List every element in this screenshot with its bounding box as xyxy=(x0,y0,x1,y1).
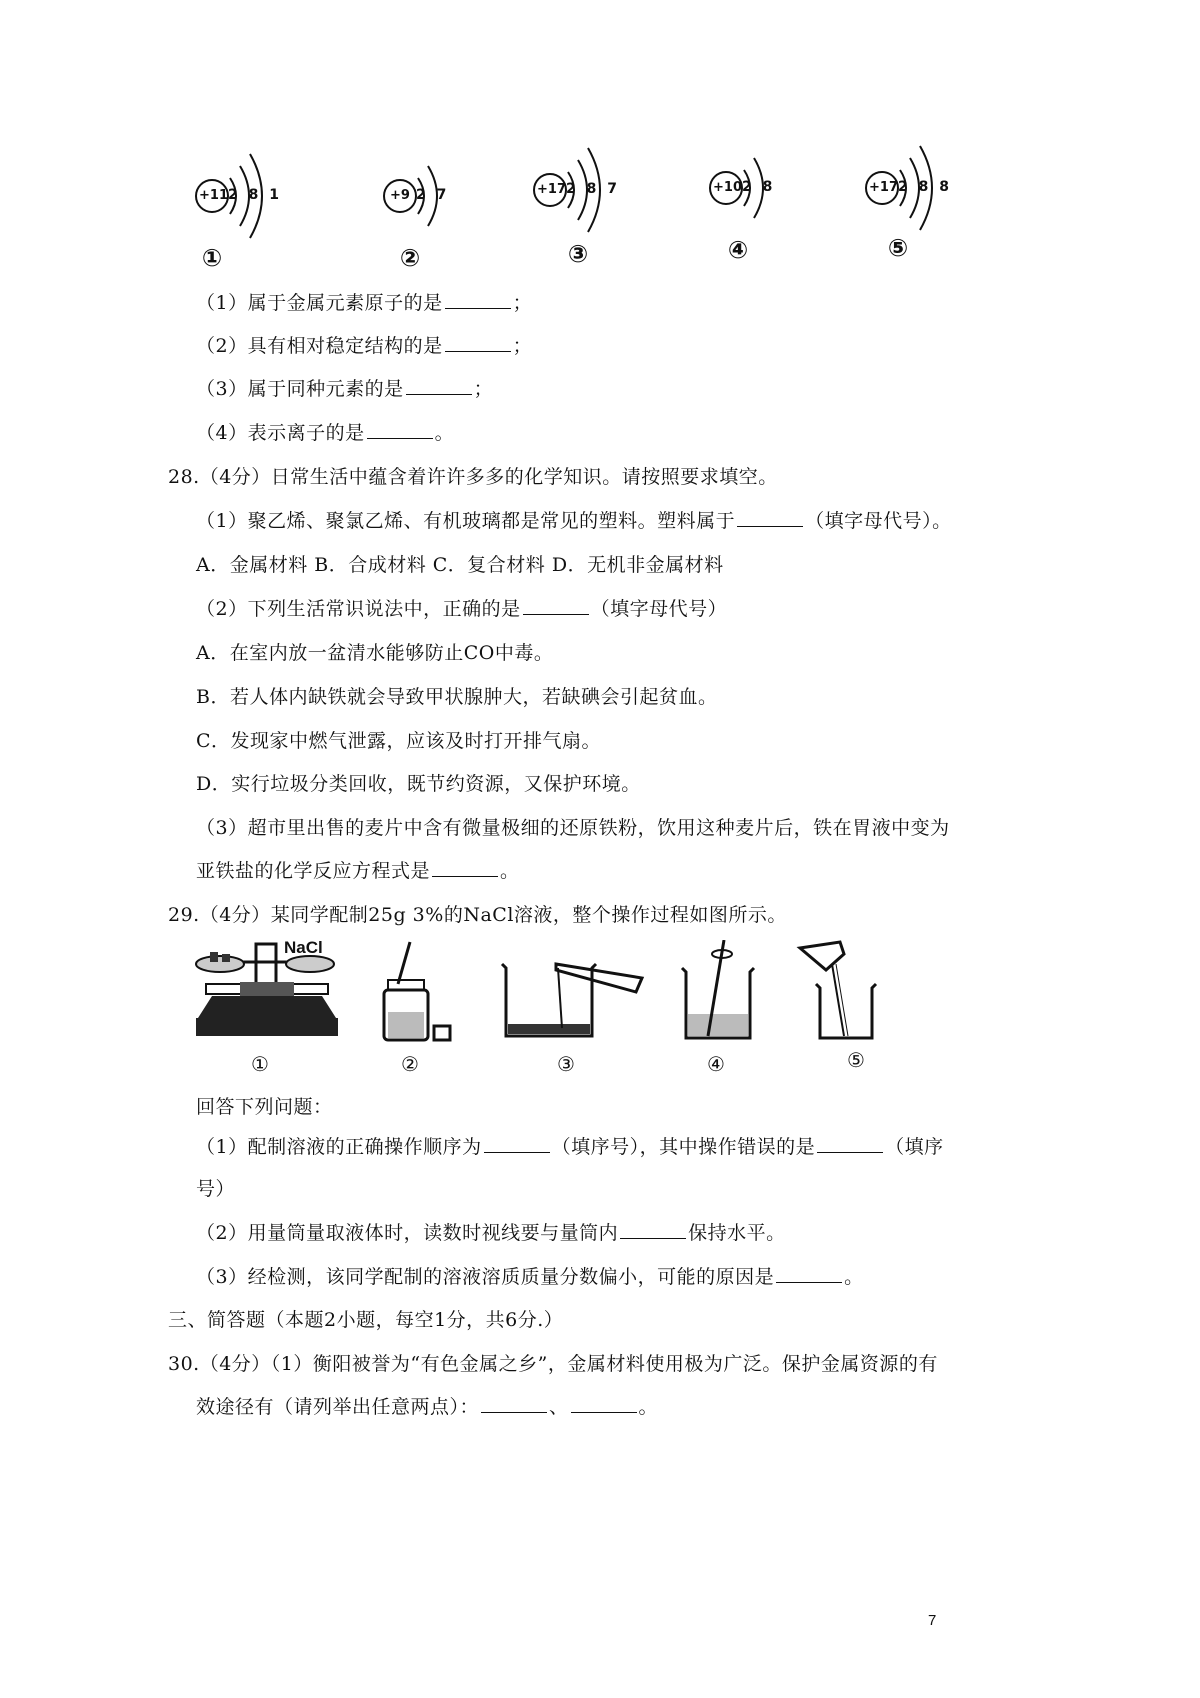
q27-sub1: （1）属于金属元素原子的是 ； xyxy=(196,292,533,314)
q28-option-d: D．实行垃圾分类回收，既节约资源，又保护环境。 xyxy=(196,773,641,795)
beaker-transfer-icon xyxy=(796,940,886,1045)
q29-sub1-wrap: 号） xyxy=(196,1178,236,1200)
answer-blank xyxy=(406,376,472,395)
q28-sub2: （2）下列生活常识说法中，正确的是 （填字母代号） xyxy=(196,598,728,620)
q28-option-c: C．发现家中燃气泄露，应该及时打开排气扇。 xyxy=(196,730,602,752)
answer-blank xyxy=(571,1394,637,1413)
step-label: ② xyxy=(401,1052,419,1076)
step-label: ③ xyxy=(557,1052,575,1076)
atom-nucleus: +17 xyxy=(869,180,898,195)
step-4-stirring xyxy=(680,940,760,1076)
atom-shell-electrons: 2 8 xyxy=(742,179,776,195)
step-label: ① xyxy=(251,1052,269,1076)
q29-title: 29.（4分）某同学配制25g 3%的NaCl溶液，整个操作过程如图所示。 xyxy=(168,904,787,926)
atom-label: ① xyxy=(201,244,223,272)
atom-diagram-1 xyxy=(190,140,320,280)
step-5-transfer xyxy=(796,940,886,1072)
page-number: 7 xyxy=(928,1612,937,1629)
reagent-bottle-icon xyxy=(376,940,456,1045)
q28-option-b: B．若人体内缺铁就会导致甲状腺肿大，若缺碘会引起贫血。 xyxy=(196,686,718,708)
atom-label: ② xyxy=(399,244,421,272)
step-3-pouring xyxy=(496,940,646,1076)
answer-blank xyxy=(481,1394,547,1413)
answer-blank xyxy=(445,333,511,352)
answer-blank xyxy=(367,420,433,439)
q27-sub2: （2）具有相对稳定结构的是 ； xyxy=(196,335,533,357)
q28-sub3-line2: 亚铁盐的化学反应方程式是 。 xyxy=(196,860,520,882)
q29-sub2: （2）用量筒量取液体时，读数时视线要与量筒内 保持水平。 xyxy=(196,1222,786,1244)
q28-sub1-options: A．金属材料 B．合成材料 C．复合材料 D．无机非金属材料 xyxy=(196,554,724,576)
beaker-stirring-icon xyxy=(680,940,760,1045)
section-3-heading: 三、简答题（本题2小题，每空1分，共6分.） xyxy=(168,1309,564,1331)
atom-nucleus: +11 xyxy=(199,188,228,203)
q28-option-a: A．在室内放一盆清水能够防止CO中毒。 xyxy=(196,642,554,664)
beaker-pouring-icon xyxy=(496,940,646,1045)
step-label: ④ xyxy=(707,1052,725,1076)
q27-sub3: （3）属于同种元素的是 ； xyxy=(196,378,494,400)
atom-shell-electrons: 2 8 8 xyxy=(898,179,952,195)
q30-line2: 效途径有（请列举出任意两点）： 、 。 xyxy=(196,1396,659,1418)
q30-line1: 30.（4分）（1）衡阳被誉为“有色金属之乡”，金属材料使用极为广泛。保护金属资源的有 xyxy=(168,1353,938,1375)
answer-blank xyxy=(776,1264,842,1283)
answer-blank xyxy=(432,858,498,877)
step-2-bottle xyxy=(376,940,456,1076)
atom-diagram-3 xyxy=(528,140,658,280)
answer-blank xyxy=(445,290,511,309)
q29-sub3: （3）经检测，该同学配制的溶液溶质质量分数偏小，可能的原因是 。 xyxy=(196,1266,864,1288)
q28-title: 28.（4分）日常生活中蕴含着许许多多的化学知识。请按照要求填空。 xyxy=(168,466,778,488)
atom-shell-electrons: 2 7 xyxy=(416,187,450,203)
q29-answer-intro: 回答下列问题： xyxy=(196,1096,333,1118)
answer-blank xyxy=(817,1134,883,1153)
atom-diagram-2 xyxy=(378,140,508,280)
atom-label: ④ xyxy=(727,236,749,264)
atom-diagram-5 xyxy=(860,140,990,280)
answer-blank xyxy=(737,508,803,527)
atom-nucleus: +17 xyxy=(537,182,566,197)
answer-blank xyxy=(484,1134,550,1153)
atom-shell-electrons: 2 8 7 xyxy=(566,181,620,197)
atom-nucleus: +9 xyxy=(390,188,410,203)
atom-label: ③ xyxy=(567,240,589,268)
q28-sub3-line1: （3）超市里出售的麦片中含有微量极细的还原铁粉，饮用这种麦片后，铁在胃液中变为 xyxy=(196,817,950,839)
step-label: ⑤ xyxy=(847,1048,865,1072)
q29-sub1: （1）配制溶液的正确操作顺序为 （填序号），其中操作错误的是 （填序 xyxy=(196,1136,944,1158)
q27-sub4: （4）表示离子的是 。 xyxy=(196,422,455,444)
step-1-balance xyxy=(192,938,342,1076)
atom-label: ⑤ xyxy=(887,234,909,262)
q28-sub1: （1）聚乙烯、聚氯乙烯、有机玻璃都是常见的塑料。塑料属于 （填字母代号）。 xyxy=(196,510,952,532)
atom-nucleus: +10 xyxy=(713,180,742,195)
atom-diagram-4 xyxy=(704,140,834,280)
answer-blank xyxy=(620,1220,686,1239)
nacl-label: NaCl xyxy=(284,938,323,957)
atom-shell-electrons: 2 8 1 xyxy=(228,187,282,203)
answer-blank xyxy=(523,596,589,615)
